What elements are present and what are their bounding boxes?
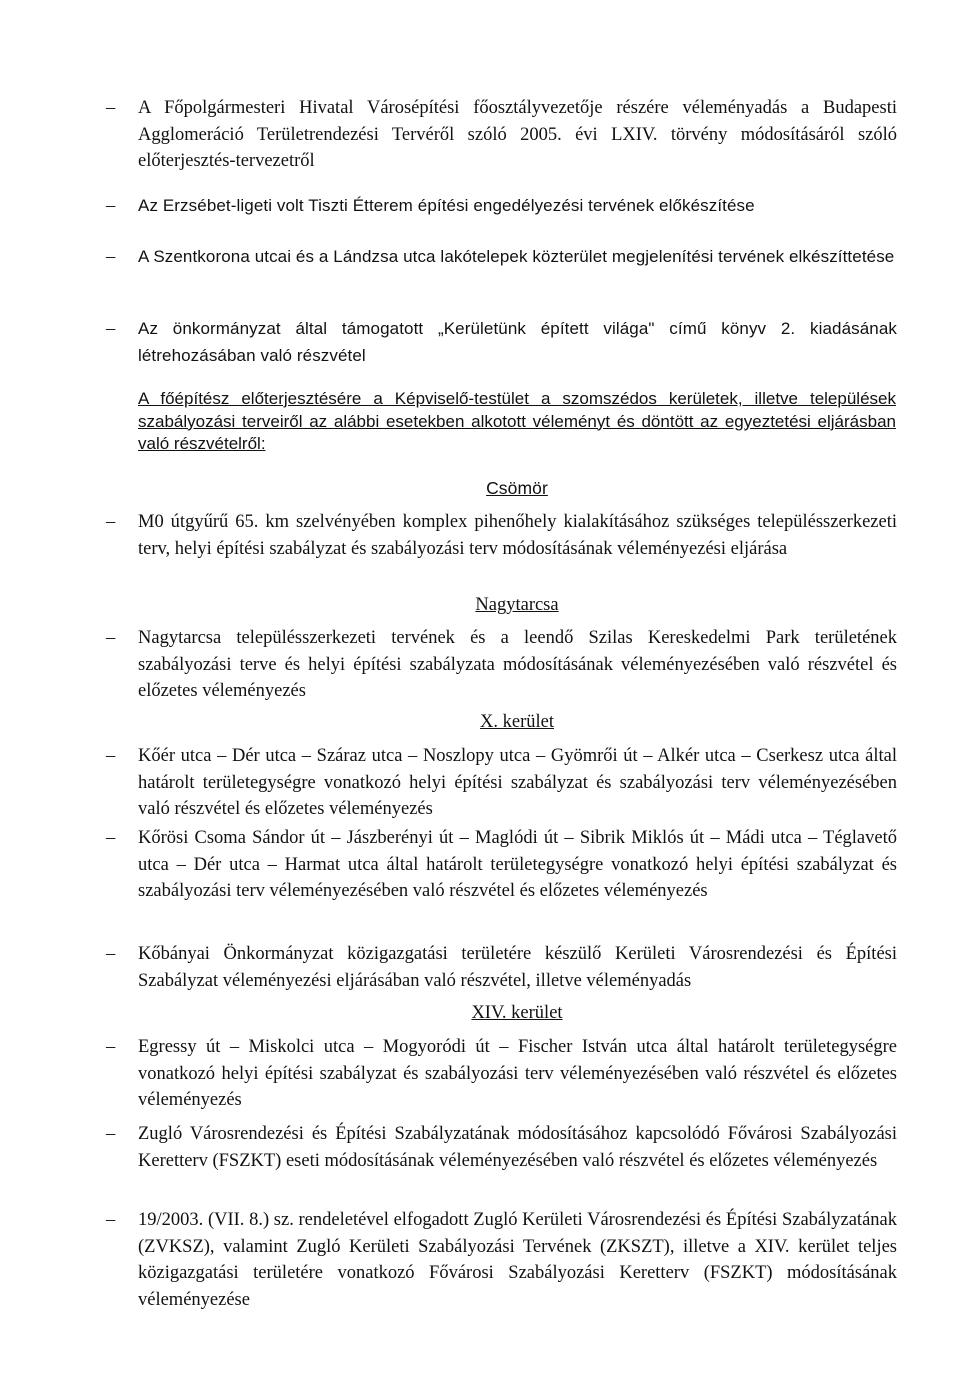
section-heading: XIV. kerület	[471, 1003, 563, 1023]
list-item	[106, 316, 897, 369]
intro-paragraph: A főépítész előterjesztésére a Képviselő-testület a szomszédos kerületek, illetve települések szabályozási terveiről az alábbi esetekben alkotott véleményt és döntött az egyeztetési eljárásban való részvételről:	[138, 389, 896, 453]
list-item	[106, 1121, 897, 1174]
bullet-dash: –	[106, 98, 116, 118]
list-item	[106, 193, 897, 220]
bullet-dash: –	[106, 247, 116, 267]
bullet-dash: –	[106, 1037, 116, 1057]
list-item	[106, 825, 897, 905]
section-heading: Csömör	[486, 478, 548, 498]
bullet-dash: –	[106, 512, 116, 532]
list-item-text: Nagytarcsa településszerkezeti tervének és a leendő Szilas Kereskedelmi Park területének szabályozási terve és helyi építési szabályzata módosításának véleményezésében való részvétel és előzetes véleményezés	[138, 628, 897, 701]
list-item-text: Kőér utca – Dér utca – Száraz utca – Noszlopy utca – Gyömrői út – Alkér utca – Cserkesz utca által határolt területegységre vonatkozó helyi építési szabályzat és szabályozási terv véleményezésében való részvétel és előzetes véleményezés	[138, 746, 897, 819]
bullet-dash: –	[106, 828, 116, 848]
bullet-dash: –	[106, 1210, 116, 1230]
list-item	[106, 244, 897, 271]
list-item-text: Egressy út – Miskolci utca – Mogyoródi út – Fischer István utca által határolt területegységre vonatkozó helyi építési szabályzat és szabályozási terv véleményezésében való részvétel és előzetes véleményezés	[138, 1037, 897, 1110]
list-item-text: A Főpolgármesteri Hivatal Városépítési főosztályvezetője részére véleményadás a Budapesti Agglomeráció Területrendezési Tervéről szóló 2005. évi LXIV. törvény módosításáról szóló előterjesztés-tervezetről	[138, 98, 897, 171]
list-item-text: Az Erzsébet-ligeti volt Tiszti Étterem építési engedélyezési tervének előkészítése	[138, 196, 755, 215]
list-item	[106, 941, 897, 994]
list-item-text: 19/2003. (VII. 8.) sz. rendeletével elfogadott Zugló Kerületi Városrendezési és Építési Szabályzatának (ZVKSZ), valamint Zugló Kerületi Szabályozási Tervének (ZKSZT), illetve a XIV. kerület teljes közigazgatási területére vonatkozó Fővárosi Szabályozási Keretterv (FSZKT) módosításának véleményezése	[138, 1210, 897, 1310]
list-item-text: M0 útgyűrű 65. km szelvényében komplex pihenőhely kialakításához szükséges településszerkezeti terv, helyi építési szabályzat és szabályozási terv módosításának véleményezési eljárása	[138, 512, 897, 559]
list-item-text: Kőbányai Önkormányzat közigazgatási területére készülő Kerületi Városrendezési és Építési Szabályzat véleményezési eljárásában való részvétel, illetve véleményadás	[138, 944, 897, 991]
bullet-dash: –	[106, 319, 116, 339]
list-item-text: A Szentkorona utcai és a Lándzsa utca lakótelepek közterület megjelenítési tervének elkészíttetése	[138, 247, 895, 266]
bullet-dash: –	[106, 746, 116, 766]
section-heading: X. kerület	[480, 712, 554, 732]
list-item	[106, 509, 897, 562]
list-item	[106, 95, 897, 175]
bullet-dash: –	[106, 196, 116, 216]
list-item	[106, 1034, 897, 1114]
list-item	[106, 625, 897, 705]
bullet-dash: –	[106, 628, 116, 648]
list-item-text: Zugló Városrendezési és Építési Szabályzatának módosításához kapcsolódó Fővárosi Szabályozási Keretterv (FSZKT) eseti módosításának véleményezésében való részvétel és előzetes véleményezés	[138, 1124, 897, 1171]
list-item	[106, 1207, 897, 1313]
section-heading: Nagytarcsa	[475, 595, 559, 615]
list-item-text: Az önkormányzat által támogatott „Kerületünk épített világa" című könyv 2. kiadásának létrehozásában való részvétel	[138, 319, 897, 365]
bullet-dash: –	[106, 1124, 116, 1144]
list-item-text: Kőrösi Csoma Sándor út – Jászberényi út – Maglódi út – Sibrik Miklós út – Mádi utca – Téglavető utca – Dér utca – Harmat utca által határolt területegységre vonatkozó helyi építési szabályzat és szabályozási terv véleményezésében való részvétel és előzetes véleményezés	[138, 828, 897, 901]
list-item	[106, 743, 897, 823]
bullet-dash: –	[106, 944, 116, 964]
